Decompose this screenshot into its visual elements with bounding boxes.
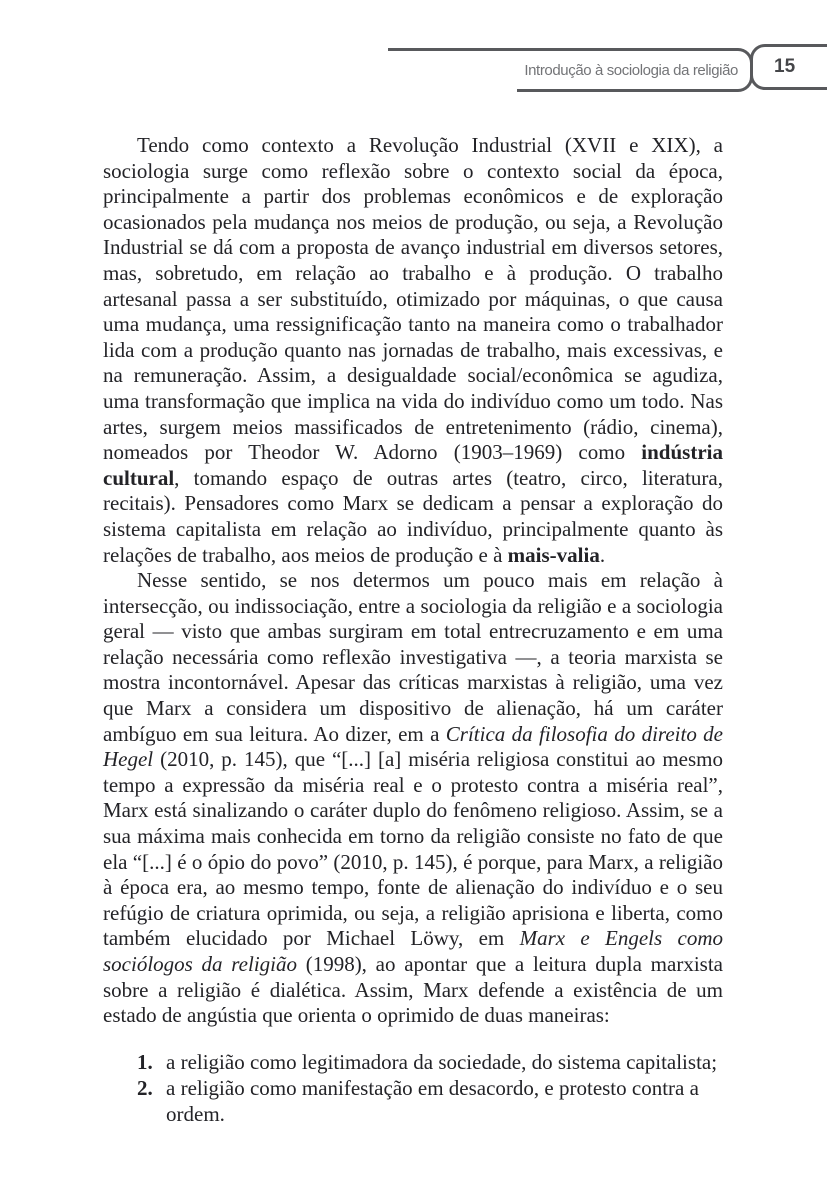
page-number: 15 [774, 56, 796, 77]
paragraph-2-text: (1998), ao apontar que a leitura dupla marxista sobre a religião é dialética. Assim, Marx defende a existência de um estado de angústia que orienta o oprimido de duas maneiras: [103, 952, 723, 1028]
running-head-tab [517, 48, 753, 92]
list-item-text: a religião como legitimadora da sociedade, do sistema capitalista; [166, 1049, 718, 1074]
italic-book-title-hegel: Crítica da filosofia do direito de Hegel [103, 721, 723, 772]
italic-book-title-lowy: Marx e Engels como sociólogos da religião [103, 926, 724, 976]
header-rule [388, 48, 518, 51]
paragraph-1-text: Tendo como contexto a Revolução Industrial (XVII e XIX), a sociologia surge como reflexão sobre o contexto social da época, principalmente a partir dos problemas econômicos e de exploração ocasionados pela mudança nos meios de produção, ou seja, a Revolução Industrial se dá com a proposta de avanço industrial em diversos setores, mas, sobretudo, em relação ao trabalho e à produção. O trabalho artesanal passa a ser substituído, otimizado por máquinas, o que causa uma mudança, uma ressignificação tanto na maneira como o trabalhador lida com a produção quanto nas jornadas de trabalho, mais excessivas, e na remuneração. Assim, a desigualdade social/econômica se agudiza, uma transformação que implica na vida do indivíduo como um todo. Nas artes, surgem meios massificados de entretenimento (rádio, cinema), nomeados por Theodor W. Adorno (1903–1969) como [103, 133, 723, 465]
paragraph-1-text: . [599, 542, 606, 567]
body-text [103, 133, 723, 1127]
paragraph-1 [103, 133, 723, 568]
list-item [137, 1075, 723, 1127]
running-head-label: Introdução à sociologia da religião [524, 61, 738, 79]
bold-mais-valia: mais-valia [507, 542, 600, 567]
numbered-list [103, 1049, 723, 1127]
bold-industria-cultural: indústria cultural [103, 440, 723, 490]
list-item-text: a religião como manifestação em desacordo, e protesto contra a ordem. [166, 1075, 699, 1126]
page-number-badge [750, 44, 827, 90]
paragraph-2-text: (2010, p. 145), que “[...] [a] miséria religiosa constitui ao mesmo tempo a expressão da miséria real e o protesto contra a miséria real”, Marx está sinalizando o caráter duplo do fenômeno religioso. Assim, se a sua máxima mais conhecida em torno da religião consiste no fato de que ela “[...] é o ópio do povo” (2010, p. 145), é porque, para Marx, a religião à época era, ao mesmo tempo, fonte de alienação do indivíduo e o seu refúgio de criatura oprimida, ou seja, a religião aprisiona e liberta, como também elucidado por Michael Löwy, em [103, 747, 723, 951]
list-item-number: 1. [137, 1049, 153, 1074]
paragraph-2-text: Nesse sentido, se nos determos um pouco mais em relação à intersecção, ou indissociação, entre a sociologia da religião e a sociologia geral — visto que ambas surgiram em total entrecruzamento e em uma relação necessária como reflexão investigativa —, a teoria marxista se mostra incontornável. Apesar das críticas marxistas à religião, uma vez que Marx a considera um dispositivo de alienação, há um caráter ambíguo em sua leitura. Ao dizer, em a [103, 568, 723, 746]
paragraph-1-text: , tomando espaço de outras artes (teatro, circo, literatura, recitais). Pensadores como Marx se dedicam a pensar a exploração do sistema capitalista em relação ao indivíduo, principalmente quanto às relações de trabalho, aos meios de produção e à [103, 465, 723, 567]
list-item-number: 2. [137, 1075, 153, 1100]
list-item [137, 1049, 723, 1075]
paragraph-2 [103, 568, 723, 1029]
